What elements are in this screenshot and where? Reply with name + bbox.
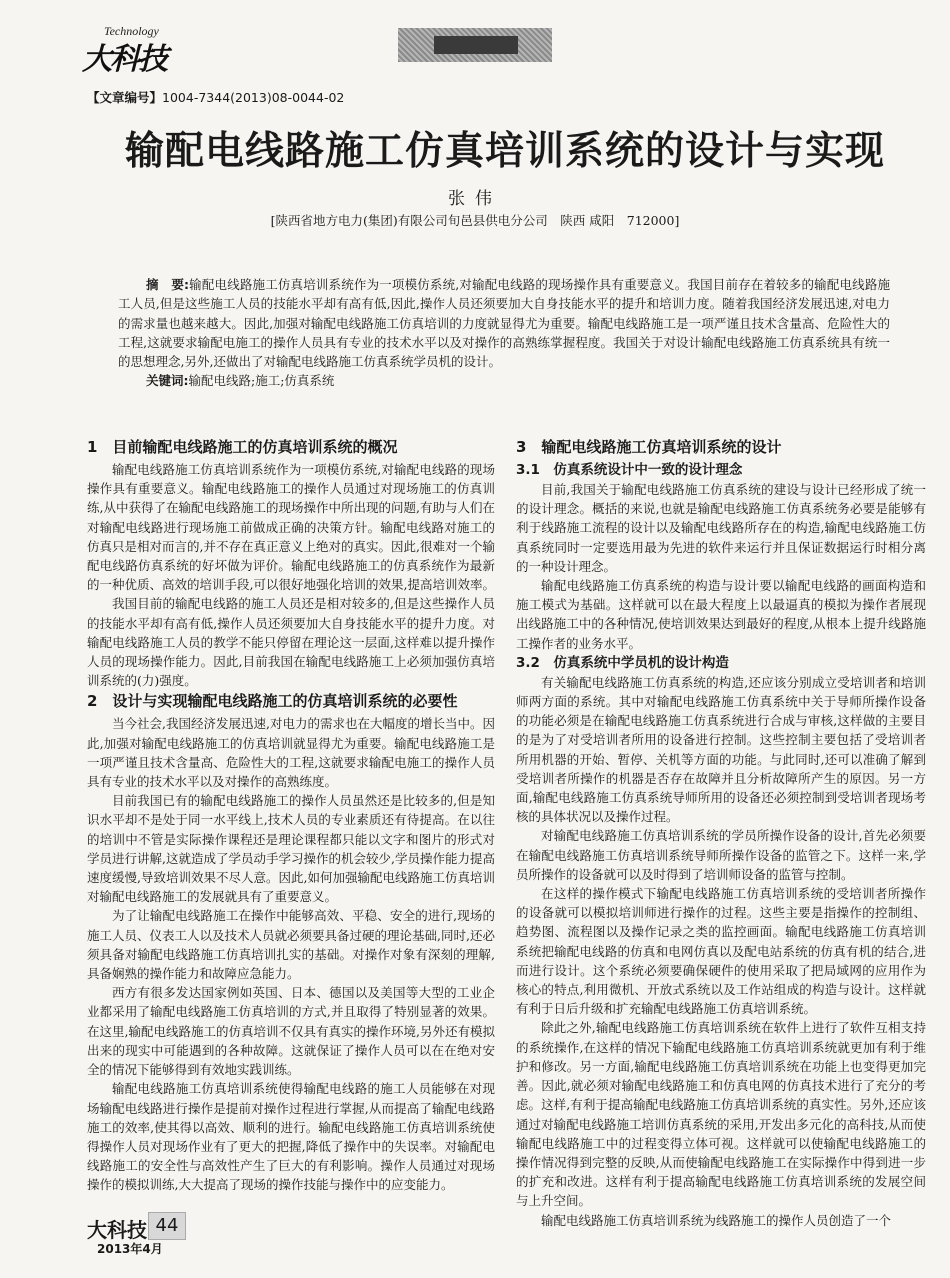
section-heading: 2 设计与实现输配电线路施工的仿真培训系统的必要性 xyxy=(87,692,458,711)
paragraph: 输配电线路施工仿真培训系统为线路施工的操作人员创造了一个 xyxy=(541,1212,892,1228)
paragraph: 除此之外,输配电线路施工仿真培训系统在软件上进行了软件互相支持的系统操作,在这样的情况下输配电线路施工仿真培训系统就更加有利于维护和修改。另一方面,输配电线路施工仿真培训系统在功能上也变得更加完善。因此,就必须对输配电线路施工和仿真电网的仿真技术进行了充分的考虑。这样,有利于提高输配电线路施工仿真培训系统的真实性。另外,还应该通过对输配电线路施工培训仿真系统的采用,开发出多元化的高科技,从而使输配电线路施工中的过程变得立体可视。这样就可以使输配电线路施工的操作情况得到完整的反映,从而使输配电线路施工在实际操作中得到进一步的扩充和改进。这样有利于提高输配电线路施工仿真培训系统的发展空间与上升空间。 xyxy=(516,1020,926,1209)
subsection-heading: 3.2 仿真系统中学员机的设计构造 xyxy=(516,654,729,671)
paragraph: 对输配电线路施工仿真培训系统的学员所操作设备的设计,首先必须要在输配电线路施工仿真培训系统导师所操作设备的监管之下。这样一来,学员所操作的设备就可以及时得到了培训师设备的监管与控制。 xyxy=(516,828,926,882)
abstract-label: 摘 要: xyxy=(146,277,190,292)
right-column xyxy=(516,436,926,1230)
article-number-label: 【文章编号】 xyxy=(87,90,163,105)
paragraph: 目前,我国关于输配电线路施工仿真系统的建设与设计已经形成了统一的设计理念。概括的来说,也就是输配电线路施工仿真系统务必要是能够有利于线路施工流程的设计以及输配电线路所存在的构造,输配电线路施工仿真系统同时一定要选用最为先进的软件来运行并且保证数据运行时相分离的一种设计理念。 xyxy=(516,482,926,574)
article-number-value: 1004-7344(2013)08-0044-02 xyxy=(162,90,345,105)
author: 张伟 xyxy=(448,189,502,209)
paragraph: 目前我国已有的输配电线路施工的操作人员虽然还是比较多的,但是知识水平却不是处于同一水平线上,技术人员的专业素质还有待提高。在以往的培训中不管是实际操作课程还是理论课程都只能以文字和图片的形式对学员进行讲解,这就造成了学员动手学习操作的机会较少,学员操作能力提高速度缓慢,导致培训效果不尽人意。因此,如何加强输配电线路施工仿真培训对输配电线路施工的发展就具有了重要意义。 xyxy=(87,793,495,905)
keywords-label: 关键词: xyxy=(146,373,189,388)
paragraph: 输配电线路施工仿真培训系统使得输配电线路的施工人员能够在对现场输配电线路进行操作是提前对操作过程进行掌握,从而提高了输配电线路施工的效率,使其得以高效、顺利的进行。输配电线路施工仿真培训系统使得操作人员对现场作业有了更大的把握,降低了操作中的失误率。对输配电线路施工的安全性与高效性产生了巨大的有利影响。操作人员通过对现场操作的模拟训练,大大提高了现场的操作技能与操作中的应变能力。 xyxy=(87,1081,495,1193)
paragraph: 输配电线路施工仿真培训系统作为一项模仿系统,对输配电线路的现场操作具有重要意义。输配电线路施工的操作人员通过对现场施工的仿真训练,从中获得了在输配电线路施工的现场操作中所出现的问题,有助与人们在对输配电线路进行现场施工前做成正确的决策方针。输配电线路对施工的仿真只是相对而言的,并不存在真正意义上绝对的真实。因此,很难对一个输配电线路仿真系统的好坏做为评价。输配电线路施工的仿真系统作为最新的一种优质、高效的培训手段,可以很好地强化培训的效果,提高培训效率。 xyxy=(87,462,495,593)
footer-date: 2013年4月 xyxy=(97,1242,163,1256)
subsection-heading: 3.1 仿真系统设计中一致的设计理念 xyxy=(516,462,743,478)
paper-title: 输配电线路施工仿真培训系统的设计与实现 xyxy=(124,129,885,174)
paragraph: 输配电线路施工仿真系统的构造与设计要以输配电线路的画面构造和施工模式为基础。这样就可以在最大程度上以最逼真的模拟为操作者展现出线路施工中的各种情况,使培训效果达到最好的程度,从根本上提升线路施工操作者的业务水平。 xyxy=(516,578,926,651)
section-header-band xyxy=(398,28,552,62)
paragraph: 在这样的操作模式下输配电线路施工仿真培训系统的受培训者所操作的设备就可以模拟培训师进行操作的过程。这些主要是指操作的控制组、趋势图、流程图以及操作记录之类的监控画面。输配电线路施工仿真培训系统把输配电线路的仿真和电网仿真以及配电站系统的仿真有机的结合,进而进行设计。这个系统必须要确保硬件的使用采取了把局域网的应用作为核心的特点,利用微机、开放式系统以及工作站组成的构造与设计。这样就有利于日后升级和扩充输配电线路施工仿真培训系统。 xyxy=(516,886,926,1017)
section-heading: 3 输配电线路施工仿真培训系统的设计 xyxy=(516,438,782,456)
logo-title: 大科技 xyxy=(82,42,166,77)
journal-logo xyxy=(82,24,182,77)
keywords xyxy=(146,371,334,389)
left-column xyxy=(87,436,495,1195)
paragraph: 为了让输配电线路施工在操作中能够高效、平稳、安全的进行,现场的施工人员、仪表工人以及技术人员就必须要具备过硬的理论基础,同时,还必须具备对输配电线路施工仿真培训扎实的基础。对操作对象有深刻的理解,具备娴熟的操作能力和故障应急能力。 xyxy=(87,908,495,982)
abstract-text: 输配电线路施工仿真培训系统作为一项模仿系统,对输配电线路的现场操作具有重要意义。我国目前存在着较多的输配电线路施工人员,但是这些施工人员的技能水平却有高有低,因此,操作人员还须要加大自身技能水平的提升和培训力度。随着我国经济发展迅速,对电力的需求量也越来越大。因此,加强对输配电线路施工仿真培训的力度就显得尤为重要。输配电线路施工是一项严谨且技术含量高、危险性大的工程,这就要求输配电施工的操作人员具有专业的技术水平以及对操作的高熟练掌握程度。我国关于对设计输配电线路施工仿真系统具有统一的思想理念,另外,还做出了对输配电线路施工仿真系统学员机的设计。 xyxy=(118,277,890,370)
paragraph: 西方有很多发达国家例如英国、日本、德国以及美国等大型的工业企业都采用了输配电线路施工仿真培训的方式,并且取得了特别显著的效果。在这里,输配电线路施工的仿真培训不仅具有真实的操作环境,另外还有模拟出来的现实中可能遇到的各种故障。这就保证了操作人员可以在在绝对安全的情况下能够得到有效地实践训练。 xyxy=(87,985,495,1078)
abstract xyxy=(118,275,890,371)
logo-subtitle: Technology xyxy=(104,24,159,38)
keywords-text: 输配电线路;施工;仿真系统 xyxy=(188,373,335,388)
affiliation: [陕西省地方电力(集团)有限公司旬邑县供电分公司 陕西 咸阳 712000] xyxy=(270,213,680,228)
paragraph: 有关输配电线路施工仿真系统的构造,还应该分别成立受培训者和培训师两方面的系统。其中对输配电线路施工仿真系统中关于导师所操作设备的功能必须是在输配电线路施工仿真系统进行合成与审核,这样做的主要目的是为了对受培训者所用的设备进行控制。这些控制主要包括了受培训者所用机器的开始、暂停、关机等方面的功能。与此同时,还可以准确了解到受培训者所操作的机器是否存在故障并且分析故障所产生的原因。另一方面,输配电线路施工仿真系统导师所用的设备还必须控制到受培训者现场考核的具体状况以及操作过程。 xyxy=(516,674,926,825)
article-number xyxy=(87,88,344,106)
section-heading: 1 目前输配电线路施工的仿真培训系统的概况 xyxy=(87,438,398,456)
paragraph: 我国目前的输配电线路的施工人员还是相对较多的,但是这些操作人员的技能水平却有高有低,操作人员还须要加大自身技能水平的提升力度。对输配电线路施工人员的教学不能只停留在理论这一层面,这样难以提升操作人员的现场操作能力。因此,目前我国在输配电线路施工上必须加强仿真培训系统的(力)强度。 xyxy=(87,596,495,689)
paragraph: 当今社会,我国经济发展迅速,对电力的需求也在大幅度的增长当中。因此,加强对输配电线路施工的仿真培训就显得尤为重要。输配电线路施工是一项严谨且技术含量高、危险性大的工程,这就要求输配电施工的操作人员具有专业的技术水平以及对操作的高熟练度。 xyxy=(87,716,495,790)
footer-journal-name: 大科技 xyxy=(87,1218,147,1242)
page-number: 44 xyxy=(148,1212,186,1240)
